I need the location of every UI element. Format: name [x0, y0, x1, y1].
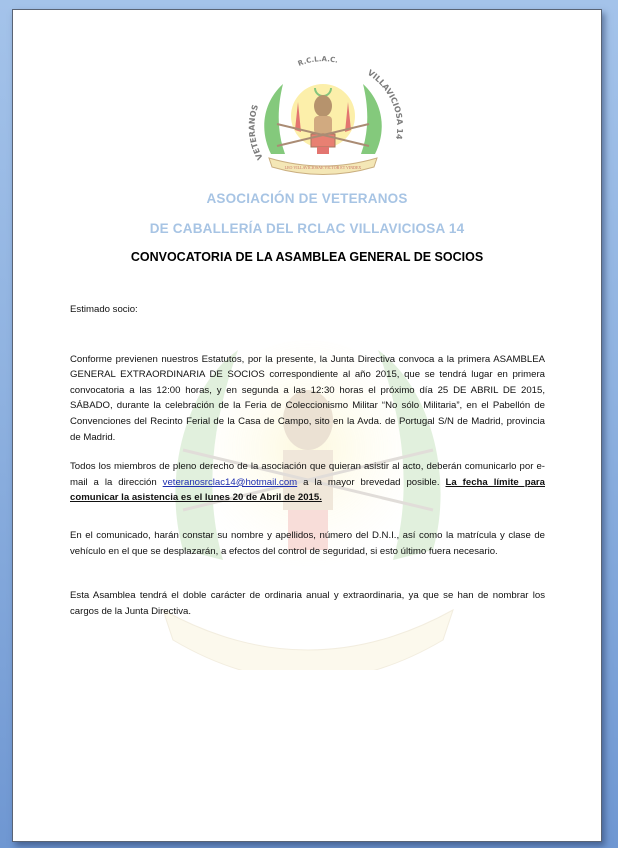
- association-name-line2: DE CABALLERÍA DEL RCLAC VILLAVICIOSA 14: [149, 221, 465, 236]
- paragraph-attendance: [70, 459, 545, 506]
- paragraph-assembly-character: Esta Asamblea tendrá el doble carácter de ordinaria anual y extraordinaria, ya que se han de nombrar los cargos de la Junta Directiva.: [70, 590, 545, 617]
- association-name-line1: ASOCIACIÓN DE VETERANOS: [206, 191, 408, 206]
- email-link[interactable]: veteranosrclac14@hotmail.com: [162, 476, 298, 488]
- document-page: [12, 9, 602, 842]
- attendance-text: Todos los miembros de pleno derecho de la asociación que quieran asistir al acto, deberán comunicarlo por e-mail a la dirección: [70, 461, 545, 488]
- document-subject-heading: CONVOCATORIA DE LA ASAMBLEA GENERAL DE SOCIOS: [130, 250, 484, 264]
- crest-right-text: VILLAVICIOSA 14: [365, 68, 405, 141]
- crest-top-text: R.C.L.A.C.: [296, 55, 339, 68]
- crest-left-label: [248, 103, 265, 161]
- greeting: Estimado socio:: [70, 304, 138, 315]
- crest-left-text: VETERANOS: [247, 103, 265, 162]
- deadline-notice: La fecha límite para comunicar la asistencia es el lunes 20 de Abril de 2015.: [70, 476, 545, 504]
- paragraph-communication-details: En el comunicado, harán constar su nombre y apellidos, número del D.N.I., así como la matrícula y clase de vehículo en el que se desplazarán, a efectos del control de seguridad, si esto último fuera necesario.: [70, 529, 545, 557]
- paragraph-convocation: Conforme previenen nuestros Estatutos, por la presente, la Junta Directiva convoca a la primera ASAMBLEA GENERAL EXTRAORDINARIA DE SOCIOS correspondiente al año 2015, que se tendrá lugar en primera convocatoria a las 12:00 horas, y en segunda a las 12:30 horas el próximo día 25 DE ABRIL DE 2015, SÁBADO, durante la celebración de la Feria de Coleccionismo Militar “No sólo Militaria”, en el Pabellón de Convenciones del Recinto Ferial de la Casa de Campo, sito en la Avda. de Portugal S/N de Madrid, provincia de Madrid.: [70, 353, 545, 443]
- attendance-text-continued: a la mayor brevedad posible.: [297, 476, 446, 488]
- crest-top-label: [297, 55, 339, 68]
- association-crest-logo: [233, 54, 413, 184]
- letter-body: [70, 302, 545, 619]
- crest-ribbon-text: LEO VILLAVICIOSAE VICTOR ET VINDEX: [284, 165, 362, 170]
